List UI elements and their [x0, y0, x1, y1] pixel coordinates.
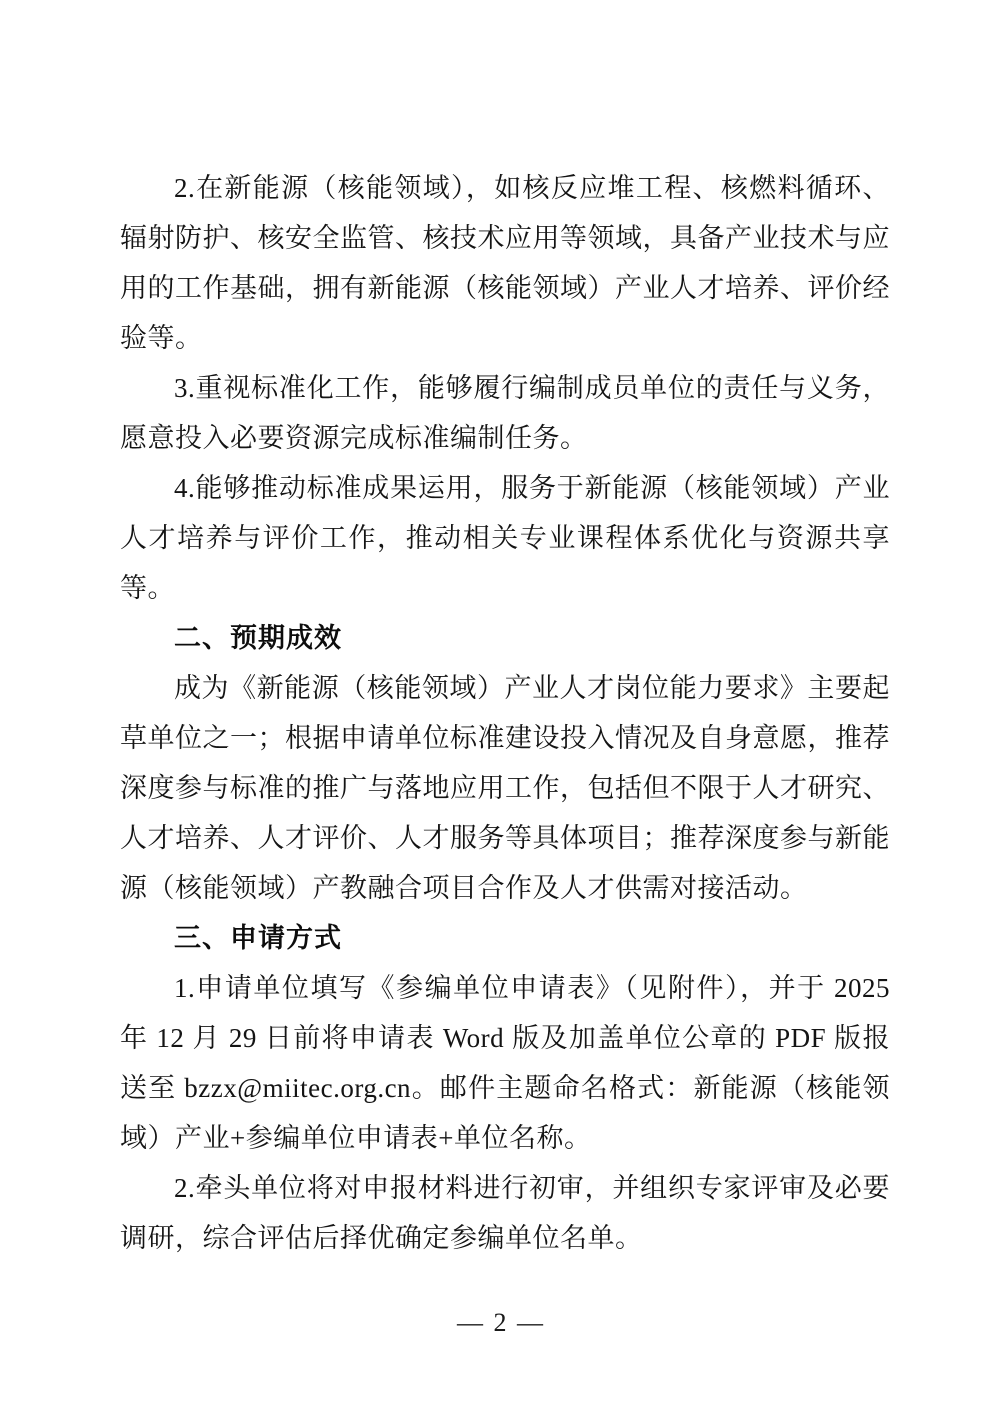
- section-heading-application-method: 三、申请方式: [174, 923, 342, 953]
- paragraph-criteria-4: 4.能够推动标准成果运用，服务于新能源（核能领域）产业人才培养与评价工作，推动相关专业课程体系优化与资源共享等。: [120, 473, 890, 603]
- paragraph-criteria-2: 2.在新能源（核能领域），如核反应堆工程、核燃料循环、辐射防护、核安全监管、核技术应用等领域，具备产业技术与应用的工作基础，拥有新能源（核能领域）产业人才培养、评价经验等。: [120, 173, 890, 353]
- paragraph-application-1: 1.申请单位填写《参编单位申请表》（见附件），并于 2025 年 12 月 29 日前将申请表 Word 版及加盖单位公章的 PDF 版报送至 bzzx@miitec.org.cn。邮件主题命名格式：新能源（核能领域）产业+参编单位申请表+单位名称。: [120, 973, 890, 1153]
- section-heading-expected-results: 二、预期成效: [174, 623, 342, 653]
- paragraph-expected-results: 成为《新能源（核能领域）产业人才岗位能力要求》主要起草单位之一；根据申请单位标准建设投入情况及自身意愿，推荐深度参与标准的推广与落地应用工作，包括但不限于人才研究、人才培养、人才评价、人才服务等具体项目；推荐深度参与新能源（核能领域）产教融合项目合作及人才供需对接活动。: [120, 673, 890, 903]
- paragraph-criteria-3: 3.重视标准化工作，能够履行编制成员单位的责任与义务，愿意投入必要资源完成标准编制任务。: [120, 373, 890, 453]
- page-number: — 2 —: [457, 1308, 545, 1337]
- paragraph-application-2: 2.牵头单位将对申报材料进行初审，并组织专家评审及必要调研，综合评估后择优确定参编单位名单。: [120, 1173, 890, 1253]
- document-body: [120, 163, 890, 1263]
